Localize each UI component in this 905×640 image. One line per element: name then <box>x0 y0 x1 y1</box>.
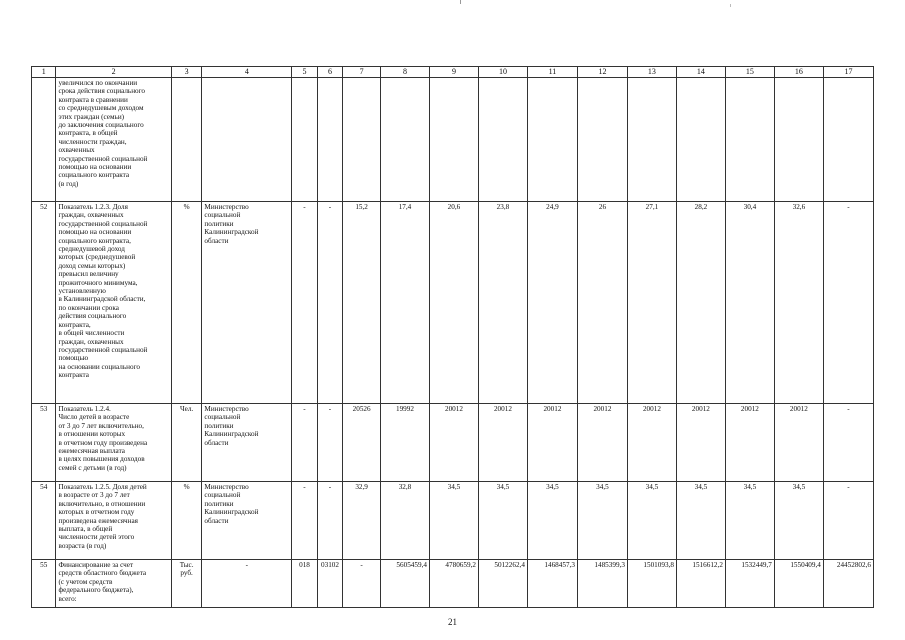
unit: Чел. <box>171 404 202 482</box>
table-cell <box>725 78 774 202</box>
table-cell: 1550409,4 <box>774 560 823 608</box>
table-cell: 1516612,2 <box>676 560 725 608</box>
column-number: 8 <box>380 67 429 78</box>
table-cell: 32,6 <box>774 202 823 404</box>
table-row <box>32 78 874 202</box>
column-number: 5 <box>292 67 318 78</box>
table-cell: 018 <box>292 560 318 608</box>
column-number: 6 <box>317 67 343 78</box>
table-cell <box>478 78 527 202</box>
table-cell: 20012 <box>527 404 577 482</box>
table-row <box>32 482 874 560</box>
responsible-body <box>202 78 292 202</box>
table-cell: - <box>317 202 343 404</box>
table-cell <box>577 78 627 202</box>
scan-mark <box>460 0 461 4</box>
column-number: 13 <box>627 67 676 78</box>
indicator-name: увеличился по окончании срока действия социального контракта в сравнении со среднедушевым доходом этих граждан (семьи) до заключения социального контракта, в общей численности граждан, охваченных государственной социальной помощью на основании социального контракта (в год) <box>56 78 171 202</box>
table-cell: 23,8 <box>478 202 527 404</box>
table-cell: - <box>823 482 873 560</box>
column-number: 4 <box>202 67 292 78</box>
column-number: 11 <box>527 67 577 78</box>
column-number: 17 <box>823 67 873 78</box>
table-row <box>32 202 874 404</box>
table-cell: 4780659,2 <box>429 560 478 608</box>
table-cell: 20012 <box>774 404 823 482</box>
unit: % <box>171 202 202 404</box>
table-cell: 20012 <box>478 404 527 482</box>
column-number: 9 <box>429 67 478 78</box>
table-cell: 15,2 <box>343 202 381 404</box>
table-cell: - <box>292 482 318 560</box>
column-number: 3 <box>171 67 202 78</box>
table-cell <box>823 78 873 202</box>
column-number: 14 <box>676 67 725 78</box>
responsible-body: - <box>202 560 292 608</box>
table-cell <box>292 78 318 202</box>
column-number: 7 <box>343 67 381 78</box>
table-cell: 34,5 <box>478 482 527 560</box>
column-number: 15 <box>725 67 774 78</box>
indicator-name: Показатель 1.2.4. Число детей в возрасте от 3 до 7 лет включительно, в отношении которых в отчетном году произведена ежемесячная выплата в целях повышения доходов семей с детьми (в год) <box>56 404 171 482</box>
table-cell: 20012 <box>577 404 627 482</box>
table-cell: 34,5 <box>627 482 676 560</box>
table-cell: 1501093,8 <box>627 560 676 608</box>
responsible-body: Министерство социальной политики Калининградской области <box>202 404 292 482</box>
table-cell: 27,1 <box>627 202 676 404</box>
indicator-name: Показатель 1.2.3. Доля граждан, охваченных государственной социальной помощью на основании социального контракта, среднедушевой доход которых (среднедушевой доход семьи которых) превысил величину прожиточного минимума, установленную в Калининградской области, по окончании срока действия социального контракта, в общей численности граждан, охваченных государственной социальной помощью на основании социального контракта <box>56 202 171 404</box>
row-number: 53 <box>32 404 56 482</box>
table-cell: 34,5 <box>725 482 774 560</box>
column-number: 10 <box>478 67 527 78</box>
table-cell <box>527 78 577 202</box>
table-cell <box>343 78 381 202</box>
table-cell: 1532449,7 <box>725 560 774 608</box>
table-row <box>32 560 874 608</box>
table-cell: - <box>823 202 873 404</box>
table-cell: 34,5 <box>577 482 627 560</box>
table-cell: 20,6 <box>429 202 478 404</box>
table-cell: 20526 <box>343 404 381 482</box>
column-number: 16 <box>774 67 823 78</box>
column-number: 2 <box>56 67 171 78</box>
column-number: 12 <box>577 67 627 78</box>
table-cell: - <box>823 404 873 482</box>
table-cell: 24,9 <box>527 202 577 404</box>
responsible-body: Министерство социальной политики Калининградской области <box>202 202 292 404</box>
table-cell: - <box>292 202 318 404</box>
table-cell: - <box>317 482 343 560</box>
table-cell <box>429 78 478 202</box>
table-cell: 34,5 <box>527 482 577 560</box>
table-cell: - <box>292 404 318 482</box>
table-cell: 03102 <box>317 560 343 608</box>
unit: Тыс. руб. <box>171 560 202 608</box>
scan-mark <box>730 4 731 7</box>
unit <box>171 78 202 202</box>
table-cell: 32,8 <box>380 482 429 560</box>
indicator-name: Финансирование за счет средств областного бюджета (с учетом средств федерального бюджета), всего: <box>56 560 171 608</box>
table-cell: 19992 <box>380 404 429 482</box>
page-number: 21 <box>448 617 457 627</box>
table-cell <box>676 78 725 202</box>
table-cell: 20012 <box>676 404 725 482</box>
table-cell <box>380 78 429 202</box>
table-cell: 5012262,4 <box>478 560 527 608</box>
table-row <box>32 404 874 482</box>
table-cell <box>627 78 676 202</box>
table-cell: 20012 <box>429 404 478 482</box>
table-cell: 34,5 <box>429 482 478 560</box>
table-cell: 5605459,4 <box>380 560 429 608</box>
table-cell: 30,4 <box>725 202 774 404</box>
table-cell: 34,5 <box>676 482 725 560</box>
table-cell: 20012 <box>725 404 774 482</box>
unit: % <box>171 482 202 560</box>
indicator-table <box>31 66 874 608</box>
table-cell: - <box>343 560 381 608</box>
row-number: 52 <box>32 202 56 404</box>
table-cell: 28,2 <box>676 202 725 404</box>
column-number-row <box>32 67 874 78</box>
table-cell: 26 <box>577 202 627 404</box>
row-number: 54 <box>32 482 56 560</box>
row-number: 55 <box>32 560 56 608</box>
table-cell: 20012 <box>627 404 676 482</box>
table-cell: 34,5 <box>774 482 823 560</box>
table-cell: 24452802,6 <box>823 560 873 608</box>
column-number: 1 <box>32 67 56 78</box>
indicator-name: Показатель 1.2.5. Доля детей в возрасте от 3 до 7 лет включительно, в отношении которых в отчетном году произведена ежемесячная выплата, в общей численности детей этого возраста (в год) <box>56 482 171 560</box>
table-cell <box>317 78 343 202</box>
table-cell <box>774 78 823 202</box>
responsible-body: Министерство социальной политики Калининградской области <box>202 482 292 560</box>
table-cell: 1468457,3 <box>527 560 577 608</box>
table-cell: 17,4 <box>380 202 429 404</box>
row-number <box>32 78 56 202</box>
table-cell: 32,9 <box>343 482 381 560</box>
table-cell: - <box>317 404 343 482</box>
table-cell: 1485399,3 <box>577 560 627 608</box>
